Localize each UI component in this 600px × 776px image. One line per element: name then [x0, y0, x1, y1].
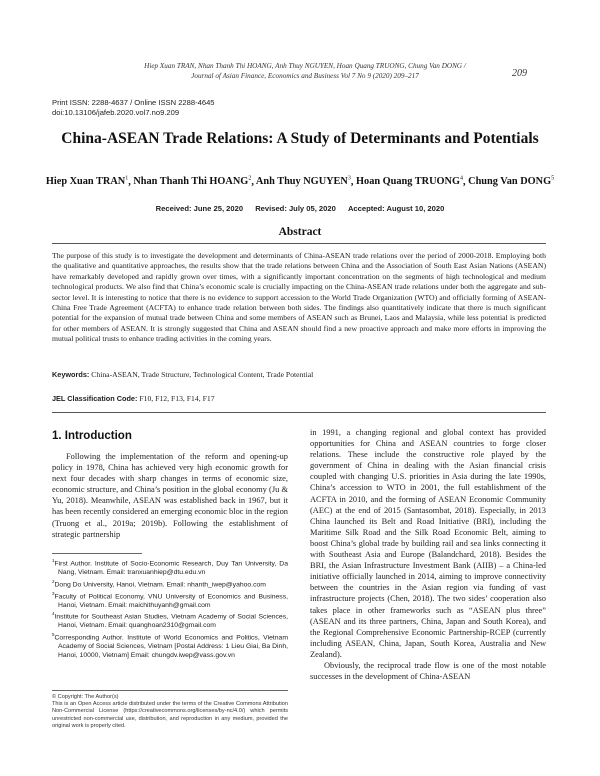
- paragraph: in 1991, a changing regional and global context has provided opportunities for China and ASEAN countries to forge closer relations. These include the constructive role played by the government of China in dealing with the Asian financial crisis coupled with changing U.S. priorities in Asia during the late 1990s, China’s accession to WTO in 2001, the full establishment of the ACFTA in 2010, and the forming of ASEAN Economic Community (AEC) at the end of 2015 (Santasombat, 2018). Especially, in 2013 China launched its Belt and Road Initiative (BRI), including the Maritime Silk Road and the Silk Road Economic Belt, aiming to boost China’s global trade by building rail and sea links connecting it with Southeast Asia and Europe (Balandchard, 2018). Besides the BRI, the Asian Infrastructure Investment Bank (AIIB) – a China-led initiative officially launched in 2014, aiming to improve connectivity between the countries in the Asian region via funding of vast infrastructure projects (Chen, 2018). The two sides’ cooperation also takes place in other frameworks such as “ASEAN plus three” (ASEAN and its three partners, China, Japan and South Korea), and the Regional Comprehensive Economic Partnership-RCEP (currently including ASEAN, China, Japan, South Korea, Australia and New Zealand).: [310, 428, 546, 659]
- abstract-heading: Abstract: [278, 226, 322, 238]
- submission-dates: [40, 204, 560, 213]
- accepted-date: Accepted: August 10, 2020: [347, 204, 445, 213]
- running-head: [120, 61, 490, 81]
- right-column: [310, 427, 546, 682]
- copyright-notice: [52, 694, 288, 730]
- section-heading: 1. Introduction: [52, 430, 132, 442]
- footnote: $^1$First Author. Institute of Socio-Economic Research, Duy Tan University, Da Nang, Vietnam. Email: tranxuanhiep@dtu.edu.vn: [52, 558, 288, 576]
- author: Anh Thuy NGUYEN$^3$: [255, 176, 351, 188]
- footnote: $^2$Dong Do University, Hanoi, Vietnam. Email: nhanth_iwep@yahoo.com: [52, 578, 266, 588]
- footnote: $^5$Corresponding Author. Institute of World Economics and Politics, Vietnam Academy of Social Sciences, Vietnam [Postal Address: 1 Lieu Giai, Ba Dinh, Hanoi, 10000, Vietnam] Email: chungdv.iwep@vass.gov.vn: [52, 631, 288, 659]
- paragraph: Obviously, the reciprocal trade flow is one of the most notable successes in the development of China-ASEAN: [310, 660, 546, 682]
- author: Chung Van DONG$^5$: [468, 176, 555, 188]
- author: Hoan Quang TRUONG$^4$: [356, 176, 463, 188]
- left-column: [52, 451, 288, 540]
- jel-label: JEL Classification Code:: [52, 394, 138, 403]
- keywords: [52, 370, 546, 379]
- received-date: Received: June 25, 2020: [155, 204, 244, 213]
- footnotes: [52, 557, 288, 660]
- keywords-label: Keywords:: [52, 370, 90, 379]
- issn-line: Print ISSN: 2288-4637 / Online ISSN 2288-4645: [52, 98, 215, 107]
- running-head-authors: Hiep Xuan TRAN, Nhan Thanh Thi HOANG, Anh Thuy NGUYEN, Hoan Quang TRUONG, Chung Van DONG /: [144, 62, 466, 70]
- footnote: $^4$Institute for Southeast Asian Studies, Vietnam Academy of Social Sciences, Hanoi, Vietnam. Email: quanghoan2310@gmail.com: [52, 611, 288, 630]
- paragraph: Following the implementation of the reform and opening-up policy in 1978, China has achieved very high economic growth for next four decades with sharp changes in terms of economic size, economic structure, and China’s position in the global economy (Ju & Yu, 2018). Meanwhile, ASEAN was established back in 1967, but it has been recently considered an emerging economic bloc in the region (Truong et al., 2019a; 2019b). Following the establishment of strategic partnership: [52, 452, 288, 539]
- author: Hiep Xuan TRAN$^1$: [45, 176, 129, 188]
- revised-date: Revised: July 05, 2020: [255, 204, 336, 213]
- running-head-journal: Journal of Asian Finance, Economics and Business Vol 7 No 9 (2020) 209–217: [191, 72, 419, 80]
- copyright-line: © Copyright: The Author(s): [52, 694, 119, 700]
- abstract-top-rule: [52, 243, 546, 244]
- footnote-rule: [52, 553, 142, 554]
- author: Nhan Thanh Thi HOANG$^2$: [133, 176, 252, 188]
- keywords-text: China-ASEAN, Trade Structure, Technological Content, Trade Potential: [91, 370, 314, 379]
- jel-text: F10, F12, F13, F14, F17: [139, 394, 215, 403]
- jel-codes: [52, 394, 546, 403]
- abstract-bottom-rule: [52, 412, 546, 413]
- issn-block: [52, 98, 215, 118]
- paper-title: China-ASEAN Trade Relations: A Study of Determinants and Potentials: [61, 130, 539, 147]
- footnote: $^3$Faculty of Political Economy, VNU University of Economics and Business, Hanoi, Vietnam. Email: maichithuyanh@gmail.com: [52, 590, 288, 609]
- doi-line: doi:10.13106/jafeb.2020.vol7.no9.209: [52, 108, 180, 117]
- copyright-rule: [52, 690, 288, 691]
- author-list: Hiep Xuan TRAN$^1$, Nhan Thanh Thi HOANG$^2$, Anh Thuy NGUYEN$^3$, Hoan Quang TRUONG$^4$, Chung Van DONG$^5$: [45, 176, 555, 188]
- page-number: 209: [512, 68, 527, 79]
- abstract-text: The purpose of this study is to investigate the development and determinants of China-ASEAN trade relations over the period of 2000-2018. Employing both the qualitative and quantitative approaches, the results show that the trade relations between China and the Association of South East Asian Nations (ASEAN) have remarkably developed and rapidly grown over times, with a significantly important concentration on the segments of high technological and medium technological products. We also find that China’s economic scale is crucially impacting on the China-ASEAN trade relations under both the aggregate and sub-sector level. It is interesting to notice that there is no evidence to support accession to the World Trade Organization (WTO) and officially forming of ASEAN-China Free Trade Agreement (ACFTA) to enhance trade relation between both sides. The findings also quantitatively indicate that there is much significant potential for the expansion of mutual trade between China and some members of ASEAN such as Brunei, Laos and Malaysia, while less potential is predicted for other members of ASEAN. It is strongly suggested that China and ASEAN should find a new proactive approach and make more efforts in improving the mutual political trusts to enhance trading activities in the coming years.: [52, 251, 546, 344]
- license-text: This is an Open Access article distributed under the terms of the Creative Commons Attribution Non-Commercial License (https://creativecommons.org/licenses/by-nc/4.0/) which permits unrestricted non-commercial use, distribution, and reproduction in any medium, provided the original work is properly cited.: [52, 701, 288, 729]
